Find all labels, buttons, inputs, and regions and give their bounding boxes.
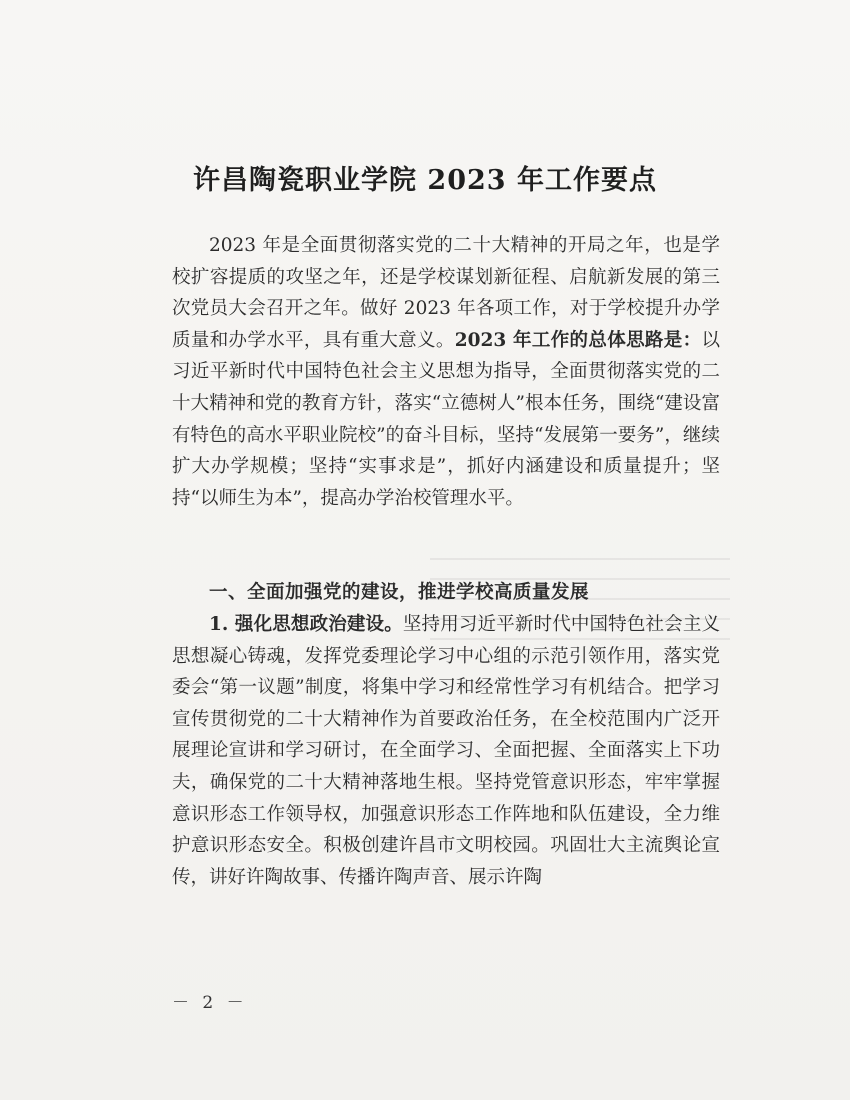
section-paragraph — [172, 609, 720, 893]
section-heading: 一、全面加强党的建设，推进学校高质量发展 — [209, 582, 590, 603]
intro-bold-text: 2023 年工作的总体思路是： — [454, 329, 702, 351]
item-heading: 1. 强化思想政治建设。 — [209, 614, 403, 635]
intro-text-2: 以习近平新时代中国特色社会主义思想为指导，全面贯彻落实党的二十大精神和党的教育方针，落实“立德树人”根本任务，围绕“建设富有特色的高水平职业院校”的奋斗目标，坚持“发展第一要务”，继续扩大办学规模；坚持“实事求是”，抓好内涵建设和质量提升；坚持“以师生为本”，提高办学治校管理水平。 — [172, 329, 720, 509]
page-number: － 2 － — [172, 993, 248, 1013]
item-text: 坚持用习近平新时代中国特色社会主义思想凝心铸魂，发挥党委理论学习中心组的示范引领作用，落实党委会“第一议题”制度，将集中学习和经常性学习有机结合。把学习宣传贯彻党的二十大精神作为首要政治任务，在全校范围内广泛开展理论宣讲和学习研讨，在全面学习、全面把握、全面落实上下功夫，确保党的二十大精神落地生根。坚持党管意识形态，牢牢掌握意识形态工作领导权，加强意识形态工作阵地和队伍建设，全力维护意识形态安全。积极创建许昌市文明校园。巩固壮大主流舆论宣传，讲好许陶故事、传播许陶声音、展示许陶 — [172, 614, 720, 888]
intro-paragraph — [172, 230, 720, 514]
page-title: 许昌陶瓷职业学院 2023 年工作要点 — [193, 165, 657, 196]
intro-text-1: 2023 年是全面贯彻落实党的二十大精神的开局之年，也是学校扩容提质的攻坚之年，还是学校谋划新征程、启航新发展的第三次党员大会召开之年。做好 2023 年各项工作，对于学校提升办学质量和办学水平，具有重大意义。 — [172, 235, 720, 351]
